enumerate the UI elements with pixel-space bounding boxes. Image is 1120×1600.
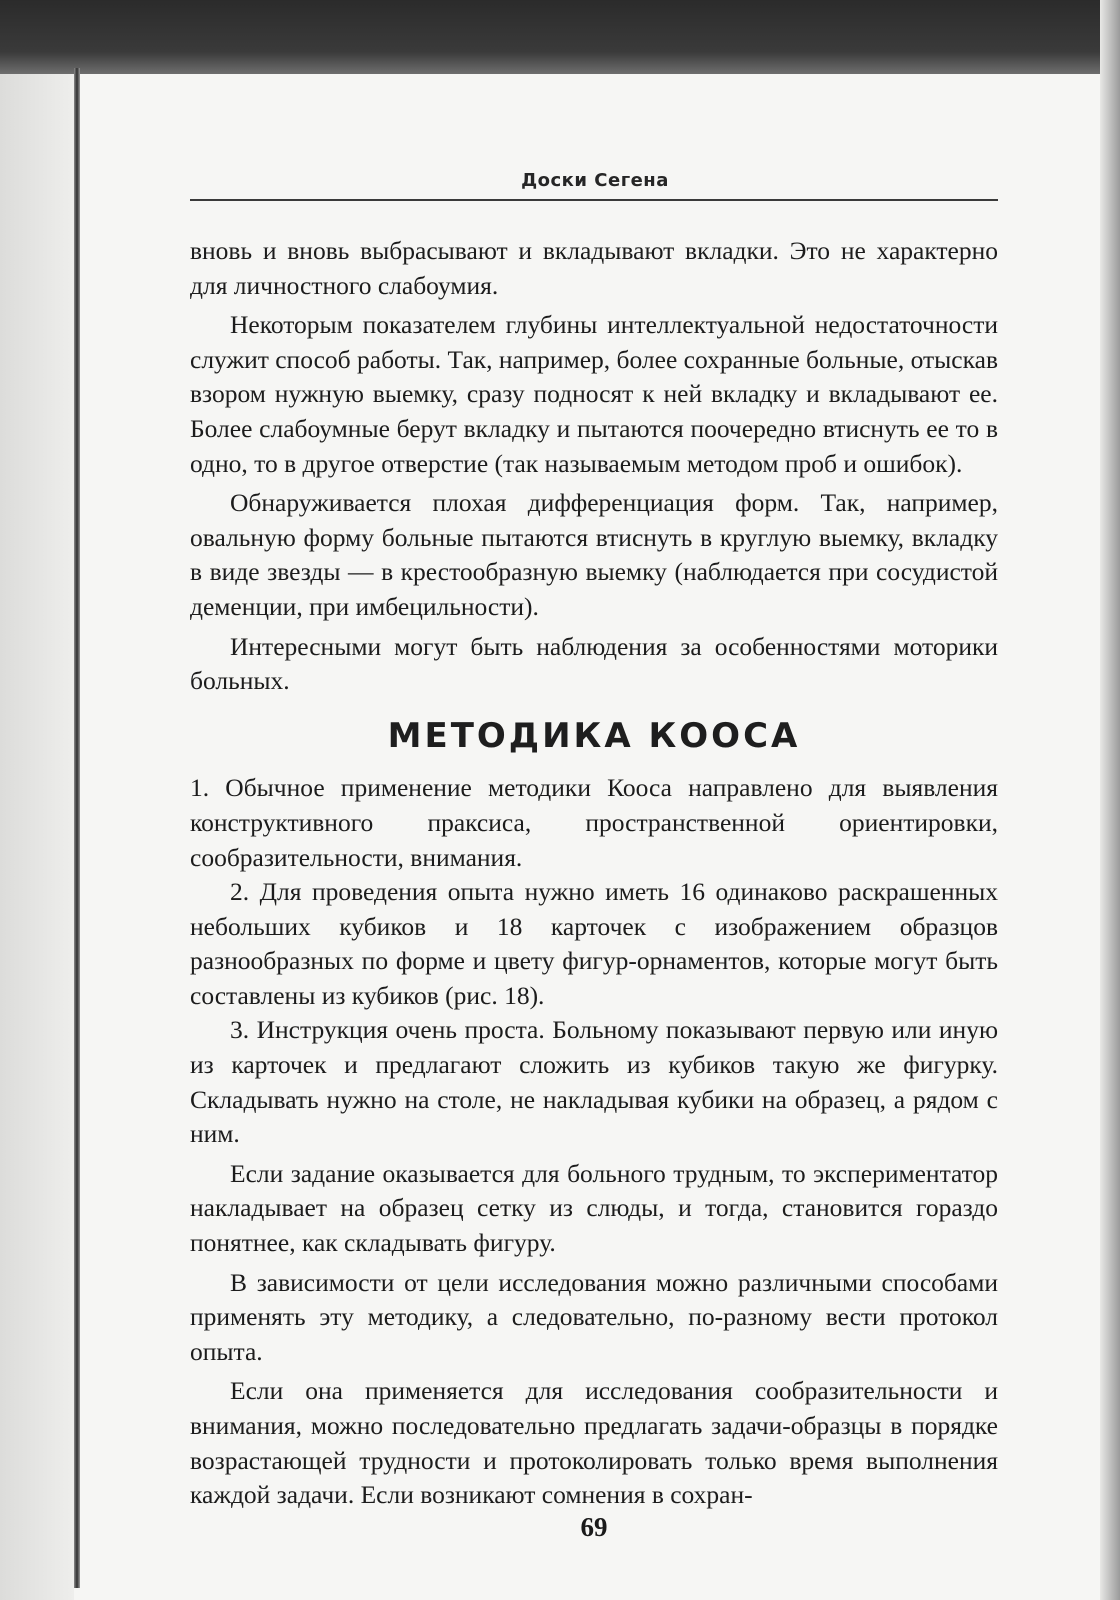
running-head-rule xyxy=(190,199,998,201)
paragraph: Если задание оказывается для больного трудным, то экспериментатор накладывает на образец сетку из слюды, и тогда, становится гораздо понятнее, как складывать фигуру. xyxy=(190,1158,998,1258)
paragraph: Некоторым показателем глубины интеллектуальной недостаточности служит способ работы. Так, например, более сохранные больные, отыскав взором нужную выемку, сразу подносят к ней вкладку и вкладывают ее. Более слабоумные берут вкладку и пытаются поочередно втиснуть ее то в одно, то в другое отверстие (так называемым методом проб и ошибок). xyxy=(190,310,998,478)
binding-edge xyxy=(74,68,80,1588)
paragraph: 1. Обычное применение методики Кооса направлено для выявления конструктивного праксиса, пространственной ориентировки, сообразительности, внимания. xyxy=(190,773,998,872)
paragraph: 2. Для проведения опыта нужно иметь 16 одинаково раскрашенных небольших кубиков и 18 карточек с изображением образцов разнообразных по форме и цвету фигур-орнаментов, которые могут быть составлены из кубиков (рис. 18). xyxy=(190,877,998,1010)
running-head: Доски Сегена xyxy=(521,170,669,191)
paragraph: вновь и вновь выбрасывают и вкладывают вкладки. Это не характерно для личностного слабоумия. xyxy=(190,236,998,300)
page-number: 69 xyxy=(580,1512,608,1542)
paragraph: В зависимости от цели исследования можно различными способами применять эту методику, а следовательно, по-разному вести протокол опыта. xyxy=(190,1267,998,1366)
section-title: МЕТОДИКА КООСА xyxy=(387,715,801,756)
paragraph: 3. Инструкция очень проста. Больному показывают первую или иную из карточек и предлагают сложить из кубиков такую же фигурку. Складывать нужно на столе, не накладывая кубики на образец, а рядом с ним. xyxy=(190,1015,998,1149)
paragraph: Если она применяется для исследования сообразительности и внимания, можно последовательно предлагать задачи-образцы в порядке возрастающей трудности и протоколировать только время выполнения каждой задачи. Если возникают сомнения в сохран- xyxy=(190,1376,998,1510)
paragraph: Интересными могут быть наблюдения за особенностями моторики больных. xyxy=(190,631,998,696)
binding-margin xyxy=(0,74,74,1600)
paragraph: Обнаруживается плохая дифференциация форм. Так, например, овальную форму больные пытаются втиснуть в круглую выемку, вкладку в виде звезды — в крестообразную выемку (наблюдается при сосудистой деменции, при имбецильности). xyxy=(190,488,998,621)
scan-top-shadow xyxy=(0,0,1120,74)
body-text xyxy=(190,234,998,1513)
scan-right-shadow xyxy=(1100,0,1120,1600)
